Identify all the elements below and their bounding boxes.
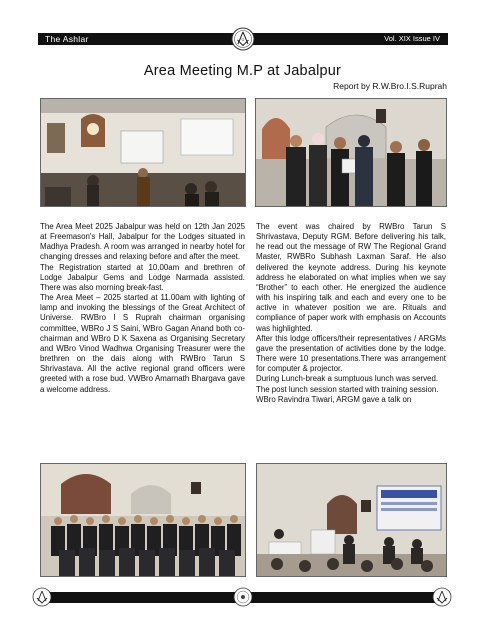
left-paragraph-3: The Area Meet – 2025 started at 11.00am with lighting of lamp and invoking the blessings of the Great Architect of Universe. RWBro I S Ruprah chairman organising committee, WBRo J S Saini, WBro Gagan Anand both co-chairman and WBro D K Saxena as Organising Secretary and WBro Vinod Wadhwa Organising Treasurer were the brethren on the dais along with RWBro Tarun S Shrivastava. All the active regional grand officers were greeted with a rose bud. VWBro Amarnath Bhargava gave a welcome address.: [40, 293, 245, 394]
left-paragraph-2: The Registration started at 10.00am and brethren of Lodge Jabalpur Gems and Lodge Narmada assisted. There was also morning break-fast.: [40, 262, 245, 292]
issue-label: Vol. XIX Issue IV: [384, 34, 440, 43]
group-photo: [40, 463, 246, 577]
publication-name: The Ashlar: [45, 34, 89, 44]
right-paragraph-3: During Lunch-break a sumptuous lunch was served.: [256, 374, 439, 384]
article-byline: Report by R.W.Bro.I.S.Ruprah: [333, 81, 447, 91]
lodge-seal-icon: [233, 587, 253, 607]
award-presentation-photo: [255, 98, 447, 207]
left-paragraph-1: The Area Meet 2025 Jabalpur was held on 12th Jan 2025 at Freemason's Hall, Jabalpur for the Lodges situated in Madhya Pradesh. A room was arranged in nearby hotel for changing dresses and relaxing before and after the meet.: [40, 222, 245, 262]
right-paragraph-2: After this lodge officers/their representatives / ARGMs gave the presentation of activities done by the lodge. There were 10 presentations.There was arrangement for computer & projector.: [256, 333, 446, 374]
masonic-square-compass-icon: [231, 27, 255, 51]
article-left-column: [40, 222, 245, 395]
svg-text:G: G: [241, 37, 245, 42]
article-right-column: [256, 222, 446, 405]
masonic-emblem-icon: [32, 587, 52, 607]
right-paragraph-1: The event was chaired by RWBro Tarun S Shrivastava, Deputy RGM. Before delivering his talk, he read out the message of RW The Regional Grand Master, RWBRo Subhash Laxman Saraf. He also delivered the keynote address. During his keynote address he elaborated on what implies when we say “Brother” to each other. He energized the audience with his inspiring talk and each and every one to be active in whatever position we are. Rituals and compliance of paper work with emphasis on Accounts was highlighted.: [256, 222, 446, 333]
seminar-hall-photo: [256, 463, 447, 577]
right-paragraph-4: The post lunch session started with training session.: [256, 384, 439, 394]
right-paragraph-5: WBro Ravindra Tiwari, ARGM gave a talk on: [256, 394, 412, 404]
lamp-lighting-ceremony-photo: [40, 98, 246, 207]
article-title: Area Meeting M.P at Jabalpur: [143, 63, 342, 79]
masonic-emblem-icon: [432, 587, 452, 607]
